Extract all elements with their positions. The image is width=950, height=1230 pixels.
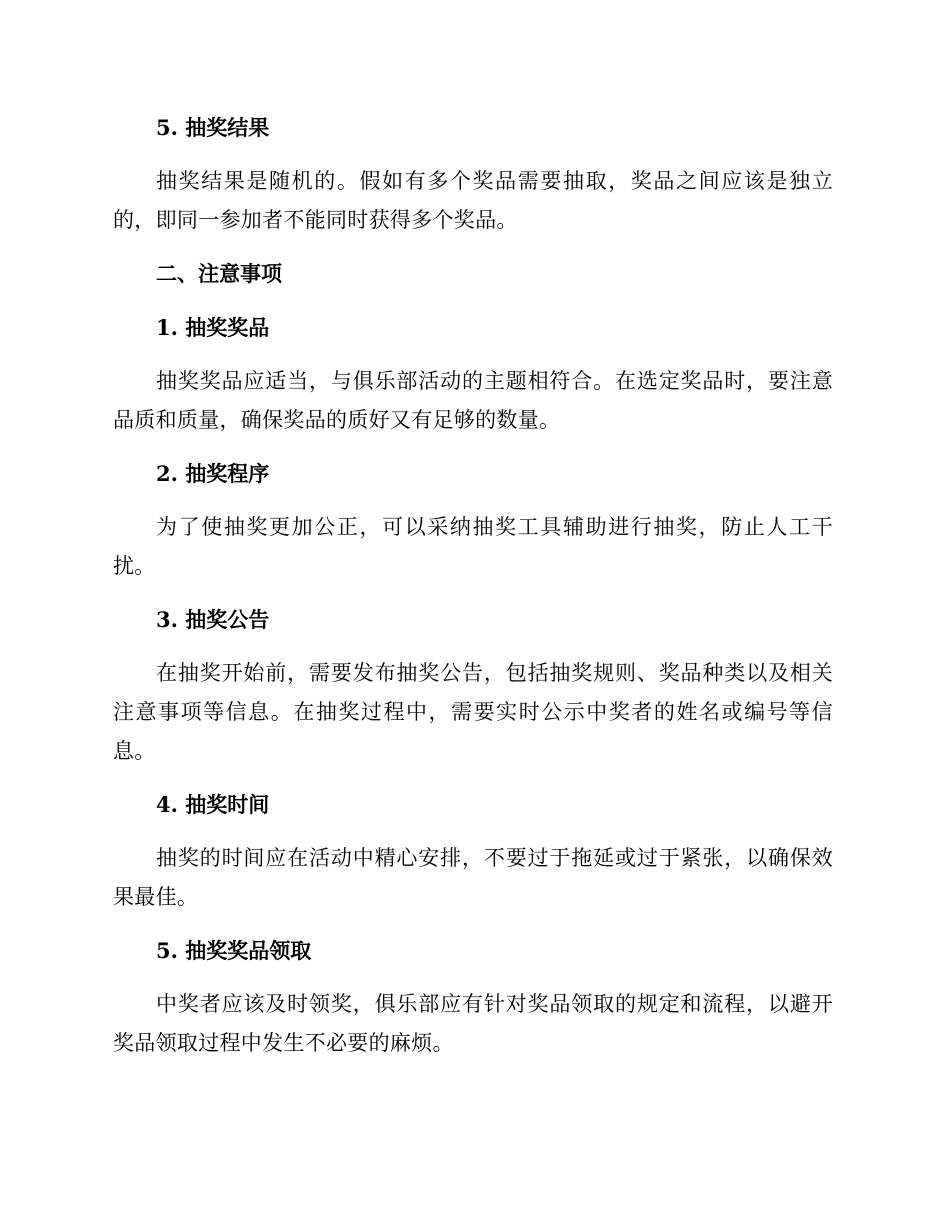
section-paragraph: 在抽奖开始前，需要发布抽奖公告，包括抽奖规则、奖品种类以及相关注意事项等信息。在抽奖过程中，需要实时公示中奖者的姓名或编号等信息。 [113, 661, 833, 763]
section-lottery-procedure [113, 454, 833, 586]
section-prize-claim [113, 931, 833, 1063]
section-heading: 3. 抽奖公告 [156, 607, 270, 632]
section-lottery-result [113, 108, 833, 240]
chapter-heading: 二、注意事项 [156, 261, 282, 286]
section-heading: 4. 抽奖时间 [156, 792, 270, 817]
document-body [113, 108, 833, 1077]
section-lottery-time [113, 785, 833, 917]
section-lottery-prizes [113, 308, 833, 440]
section-precautions [113, 254, 833, 294]
section-paragraph: 抽奖的时间应在活动中精心安排，不要过于拖延或过于紧张，以确保效果最佳。 [113, 846, 833, 909]
section-heading: 1. 抽奖奖品 [156, 315, 270, 340]
section-paragraph: 抽奖奖品应适当，与俱乐部活动的主题相符合。在选定奖品时，要注意品质和质量，确保奖品的质好又有足够的数量。 [113, 369, 833, 432]
section-paragraph: 为了使抽奖更加公正，可以采纳抽奖工具辅助进行抽奖，防止人工干扰。 [113, 515, 833, 578]
section-heading: 5. 抽奖结果 [156, 115, 270, 140]
section-paragraph: 中奖者应该及时领奖，俱乐部应有针对奖品领取的规定和流程，以避开奖品领取过程中发生不必要的麻烦。 [113, 992, 833, 1055]
section-heading: 2. 抽奖程序 [156, 461, 270, 486]
section-lottery-announcement [113, 600, 833, 771]
section-heading: 5. 抽奖奖品领取 [156, 938, 312, 963]
section-paragraph: 抽奖结果是随机的。假如有多个奖品需要抽取，奖品之间应该是独立的，即同一参加者不能同时获得多个奖品。 [113, 169, 833, 232]
